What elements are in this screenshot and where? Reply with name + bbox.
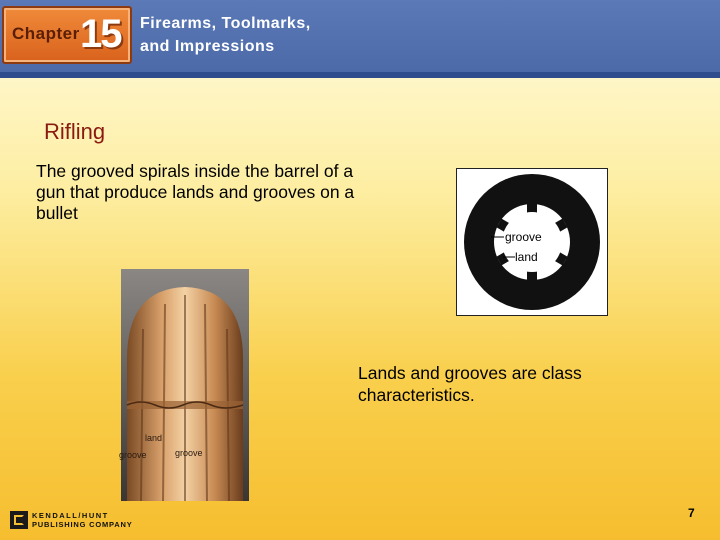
diagram-label-groove: groove — [505, 230, 542, 244]
publisher-subtitle: PUBLISHING COMPANY — [32, 520, 133, 529]
slide-header — [0, 0, 720, 72]
chapter-word: Chapter — [12, 24, 80, 43]
class-characteristics-text: Lands and grooves are class characteristics. — [358, 363, 582, 405]
publisher-icon — [10, 511, 28, 529]
photo-label-land: land — [145, 433, 163, 443]
chapter-title — [140, 12, 440, 58]
chapter-badge — [2, 6, 132, 64]
barrel-cross-section-diagram — [456, 168, 608, 316]
publisher-name: KENDALL/HUNT — [32, 511, 109, 520]
header-divider — [0, 72, 720, 78]
rifling-definition: The grooved spirals inside the barrel of a gun that produce lands and grooves on a bullet — [36, 161, 355, 223]
chapter-number: 15 — [80, 12, 121, 56]
chapter-title-line1: Firearms, Toolmarks, — [140, 15, 311, 32]
bullet-photo-graphic — [121, 269, 249, 501]
diagram-label-land: land — [515, 250, 538, 264]
bullet-photo — [121, 269, 249, 501]
chapter-title-line2: and Impressions — [140, 38, 275, 55]
page-number: 7 — [688, 506, 695, 520]
photo-label-groove-left: groove — [119, 450, 147, 460]
photo-label-groove-right: groove — [175, 448, 203, 458]
slide-title: Rifling — [44, 119, 106, 144]
